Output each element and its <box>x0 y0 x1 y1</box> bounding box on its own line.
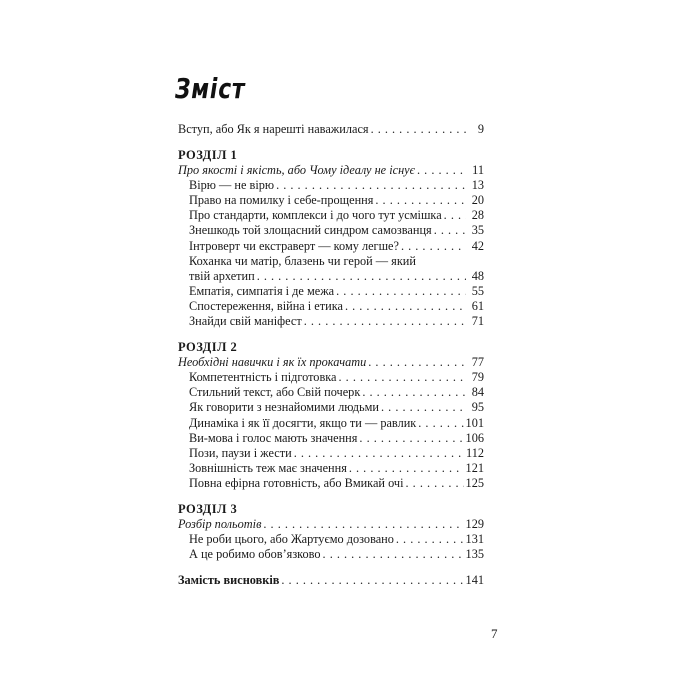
toc-entry-page: 129 <box>465 516 484 531</box>
toc-entry-label: Вірю — не вірю <box>189 178 275 193</box>
toc-entry-label: Емпатія, симпатія і де межа <box>189 283 335 298</box>
dot-leader <box>323 547 464 562</box>
toc-entry-page: 11 <box>472 163 484 178</box>
toc-entry[interactable] <box>178 178 484 193</box>
section-heading-2: РОЗДІЛ 2 <box>178 340 238 355</box>
toc-entry-page: 13 <box>471 178 484 193</box>
dot-leader <box>401 239 466 254</box>
dot-leader <box>294 446 464 461</box>
toc-entry-label: Не роби цього, або Жартуємо дозовано <box>189 532 394 547</box>
dot-leader <box>375 193 466 208</box>
toc-entry[interactable] <box>178 385 484 400</box>
toc-entry-page: 141 <box>465 573 484 588</box>
toc-entry-page: 61 <box>471 298 484 313</box>
toc-entry-label: Пози, паузи і жести <box>189 445 292 460</box>
toc-entry-page: 48 <box>471 268 484 283</box>
toc-entry-page: 9 <box>477 122 484 136</box>
toc-entry-page: 84 <box>471 385 484 400</box>
toc-entry-intro[interactable] <box>178 122 484 137</box>
toc-entry[interactable] <box>178 431 484 446</box>
dot-leader <box>418 416 463 431</box>
toc-entry-page: 35 <box>471 223 484 238</box>
toc-entry[interactable] <box>178 532 484 547</box>
toc-entry[interactable] <box>178 208 484 223</box>
toc-entry-label: Вступ, або Як я нарешті наважилася <box>178 122 369 136</box>
toc-entry-label-line1: Коханка чи матір, блазень чи герой — який <box>189 253 416 268</box>
dot-leader <box>406 476 464 491</box>
dot-leader <box>336 284 466 299</box>
toc-entry[interactable] <box>178 476 484 491</box>
toc-entry[interactable] <box>178 416 484 431</box>
toc-entry-label: Необхідні навички і як їх прокачати <box>178 355 367 370</box>
dot-leader <box>368 355 466 370</box>
dot-leader <box>381 400 466 415</box>
toc-entry-section-2-subtitle[interactable] <box>178 355 484 370</box>
section-heading-1: РОЗДІЛ 1 <box>178 148 238 163</box>
toc-entry[interactable] <box>178 269 484 284</box>
toc-entry-label: Право на помилку і себе-прощення <box>189 193 374 208</box>
toc-entry[interactable] <box>178 446 484 461</box>
toc-entry[interactable] <box>178 461 484 476</box>
dot-leader <box>304 314 466 329</box>
toc-entry-page: 112 <box>466 445 484 460</box>
toc-entry-page: 20 <box>471 193 484 208</box>
toc-entry-label: Замість висновків <box>178 573 280 588</box>
toc-entry-page: 101 <box>465 415 484 430</box>
toc-entry[interactable] <box>178 284 484 299</box>
dot-leader <box>276 178 466 193</box>
toc-entry-page: 79 <box>471 370 484 385</box>
toc-entry-label: Повна ефірна готовність, або Вмикай очі <box>189 475 404 490</box>
toc-entry-label: Інтроверт чи екстраверт — кому легше? <box>189 238 399 253</box>
section-heading-3: РОЗДІЛ 3 <box>178 501 238 516</box>
table-of-contents <box>178 122 484 588</box>
toc-entry-page: 28 <box>471 208 484 223</box>
toc-entry-label: Зовнішність теж має значення <box>189 460 347 475</box>
toc-entry-label: Стильний текст, або Свій почерк <box>189 385 361 400</box>
toc-entry[interactable] <box>178 193 484 208</box>
dot-leader <box>263 517 463 532</box>
toc-entry-page: 55 <box>471 283 484 298</box>
toc-entry-page: 131 <box>465 532 484 547</box>
dot-leader <box>281 573 463 588</box>
toc-entry-page: 121 <box>465 460 484 475</box>
toc-entry[interactable] <box>178 370 484 385</box>
page-title: Зміст <box>175 72 246 105</box>
toc-entry-label: Про якості і якість, або Чому ідеалу не існує <box>178 163 416 178</box>
dot-leader <box>362 385 466 400</box>
dot-leader <box>417 163 466 178</box>
toc-entry[interactable] <box>178 223 484 238</box>
dot-leader <box>257 269 466 284</box>
toc-entry-page: 42 <box>471 238 484 253</box>
dot-leader <box>371 122 466 137</box>
dot-leader <box>359 431 463 446</box>
page-number: 7 <box>491 626 498 641</box>
toc-entry-conclusion[interactable] <box>178 573 484 588</box>
dot-leader <box>345 299 466 314</box>
toc-entry-label: Ви-мова і голос мають значення <box>189 430 358 445</box>
toc-entry-label: Як говорити з незнайомими людьми <box>189 400 380 415</box>
dot-leader <box>349 461 464 476</box>
dot-leader <box>396 532 464 547</box>
dot-leader <box>434 223 466 238</box>
toc-entry-label: Розбір польотів <box>178 516 262 531</box>
toc-entry-label: Спостереження, війна і етика <box>189 298 343 313</box>
toc-entry-label: Знешкодь той злощасний синдром самозванця <box>189 223 432 238</box>
toc-entry[interactable] <box>178 299 484 314</box>
toc-entry-section-3-subtitle[interactable] <box>178 517 484 532</box>
toc-entry-page: 95 <box>471 400 484 415</box>
toc-entry[interactable] <box>178 547 484 562</box>
dot-leader <box>339 370 466 385</box>
toc-entry-page: 77 <box>471 355 484 370</box>
toc-entry[interactable] <box>178 400 484 415</box>
toc-entry-section-1-subtitle[interactable] <box>178 163 484 178</box>
toc-entry-label: Про стандарти, комплекси і до чого тут усмішка <box>189 208 442 223</box>
toc-entry-page: 71 <box>471 314 484 329</box>
toc-entry-page: 125 <box>465 475 484 490</box>
toc-entry-label: Компетентність і підготовка <box>189 370 337 385</box>
toc-entry-label: А це робимо обов’язково <box>189 547 321 562</box>
toc-entry-page: 135 <box>465 547 484 562</box>
toc-entry-page: 106 <box>465 430 484 445</box>
toc-entry[interactable] <box>178 239 484 254</box>
toc-entry-label: твій архетип <box>189 268 255 283</box>
toc-entry[interactable] <box>178 314 484 329</box>
toc-entry-label: Динаміка і як її досягти, якщо ти — равлик <box>189 415 417 430</box>
dot-leader <box>444 208 466 223</box>
toc-entry-label: Знайди свій маніфест <box>189 314 302 329</box>
